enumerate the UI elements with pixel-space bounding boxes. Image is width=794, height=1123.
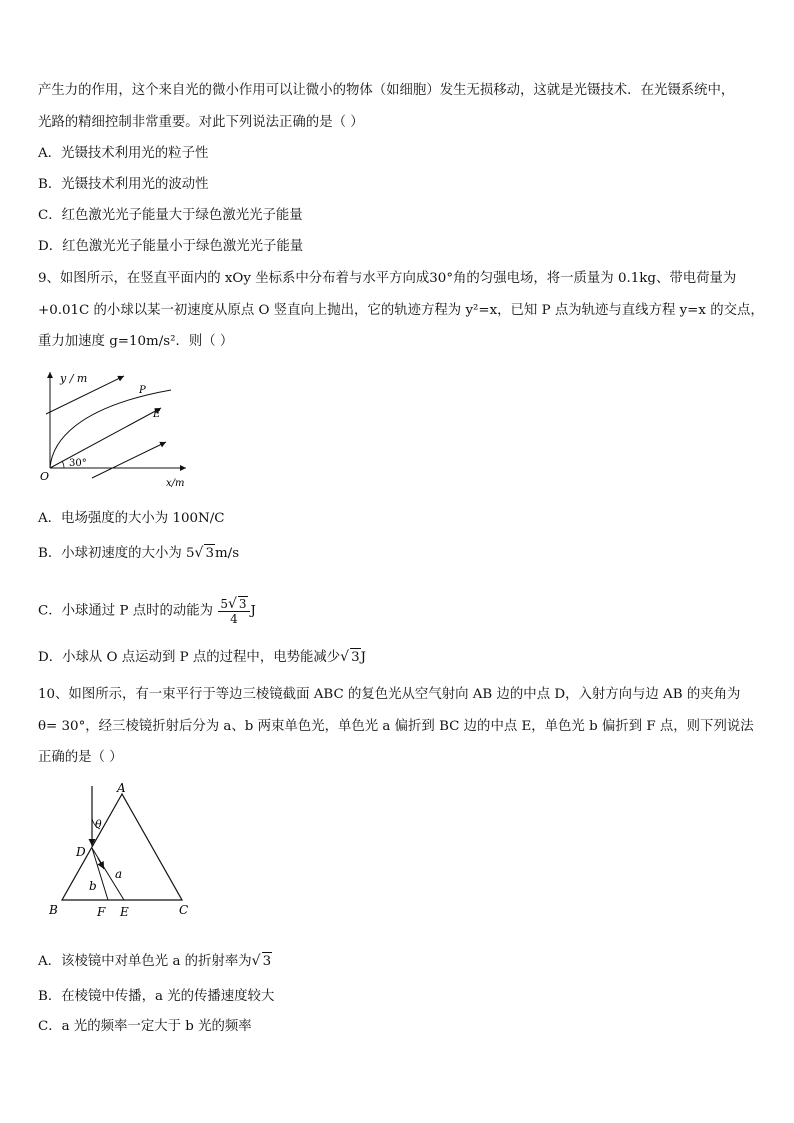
q10-stem-line2: θ= 30°，经三棱镜折射后分为 a、b 两束单色光，单色光 a 偏折到 BC 边的中点 E，单色光 b 偏折到 F 点，则下列说法 — [38, 719, 754, 734]
q9-option-a: A．电场强度的大小为 100N/C — [38, 511, 225, 526]
q10-figure — [40, 776, 200, 924]
q8-stem-line1: 产生力的作用，这个来自光的微小作用可以让微小的物体（如细胞）发生无损移动，这就是光镊技术．在光镊系统中， — [38, 83, 735, 98]
vertex-a-label: A — [117, 781, 126, 795]
q10-stem-line3: 正确的是（ ） — [38, 750, 123, 765]
q8-option-a: A．光镊技术利用光的粒子性 — [38, 146, 209, 161]
ray-a-label: a — [115, 867, 123, 881]
angle-arc — [62, 461, 64, 468]
q9-option-c-text: C．小球通过 P 点时的动能为 — [38, 603, 214, 619]
sqrt-icon: √ — [251, 953, 261, 969]
point-p-label: P — [139, 385, 146, 396]
q9-option-d — [38, 648, 366, 667]
vertex-b-label: B — [49, 903, 58, 917]
q8-option-d: D．红色激光光子能量小于绿色激光光子能量 — [38, 239, 304, 254]
field-line-bottom — [92, 442, 166, 478]
q8-option-b: B．光镊技术利用光的波动性 — [38, 177, 209, 192]
q10-option-a — [38, 952, 272, 971]
x-axis-label: x/m — [166, 478, 185, 489]
q8-option-c: C．红色激光光子能量大于绿色激光光子能量 — [38, 208, 303, 223]
q9-option-b-radicand: 3 — [205, 546, 214, 561]
point-d-label: D — [76, 845, 86, 859]
q10-stem-line1: 10、如图所示，有一束平行于等边三棱镜截面 ABC 的复色光从空气射向 AB 边的中点 D，入射方向与边 AB 的夹角为 — [38, 687, 741, 702]
q10-option-b: B．在棱镜中传播，a 光的传播速度较大 — [38, 989, 275, 1004]
q9-option-c-fraction — [218, 596, 249, 626]
q8-stem-line2: 光路的精细控制非常重要。对此下列说法正确的是（ ） — [38, 115, 364, 130]
q9-stem-line3: 重力加速度 g=10m/s²．则（ ） — [38, 334, 234, 349]
q10-option-a-text: A．该棱镜中对单色光 a 的折射率为 — [38, 954, 252, 969]
q9-option-b-text: B．小球初速度的大小为 5 — [38, 546, 195, 561]
q9-option-d-text: D．小球从 O 点运动到 P 点的过程中，电势能减少 — [38, 650, 341, 665]
origin-label: O — [40, 470, 50, 483]
q9-option-c — [38, 596, 256, 626]
sqrt-icon: √ — [194, 545, 204, 561]
ray-arrow — [98, 858, 104, 869]
q9-stem-line2: +0.01C 的小球以某一初速度从原点 O 竖直向上抛出，它的轨迹方程为 y²=x，已知 P 点为轨迹与直线方程 y=x 的交点， — [38, 303, 764, 318]
trajectory-curve — [50, 390, 171, 468]
point-e-label: E — [120, 905, 129, 919]
vertex-c-label: C — [179, 903, 189, 917]
q10-option-a-radicand: 3 — [262, 954, 272, 969]
sqrt-icon: √ — [340, 649, 350, 665]
q9-option-c-unit: J — [250, 603, 256, 619]
q9-option-b — [38, 544, 239, 563]
ray-b-label: b — [89, 879, 97, 893]
y-axis-label: y / m — [60, 372, 88, 385]
q9-stem-line1: 9、如图所示，在竖直平面内的 xOy 坐标系中分布着与水平方向成30°角的匀强电场，将一质量为 0.1kg、带电荷量为 — [38, 271, 737, 286]
point-f-label: F — [97, 905, 106, 919]
q9-option-d-unit: J — [360, 650, 366, 665]
q9-option-c-denominator: 4 — [230, 612, 238, 626]
theta-label: θ — [95, 818, 102, 831]
q9-option-c-radicand: 3 — [238, 597, 247, 611]
q9-option-d-radicand: 3 — [351, 650, 360, 665]
sqrt-icon: √ — [227, 596, 237, 612]
q10-option-c: C．a 光的频率一定大于 b 光的频率 — [38, 1019, 252, 1034]
q9-figure — [36, 362, 196, 492]
field-line-oe — [50, 408, 161, 468]
point-e-label: E — [153, 409, 161, 420]
q9-option-c-numerator: 5 — [220, 597, 228, 611]
angle-label: 30° — [69, 458, 87, 469]
q9-option-b-unit: m/s — [214, 546, 240, 561]
